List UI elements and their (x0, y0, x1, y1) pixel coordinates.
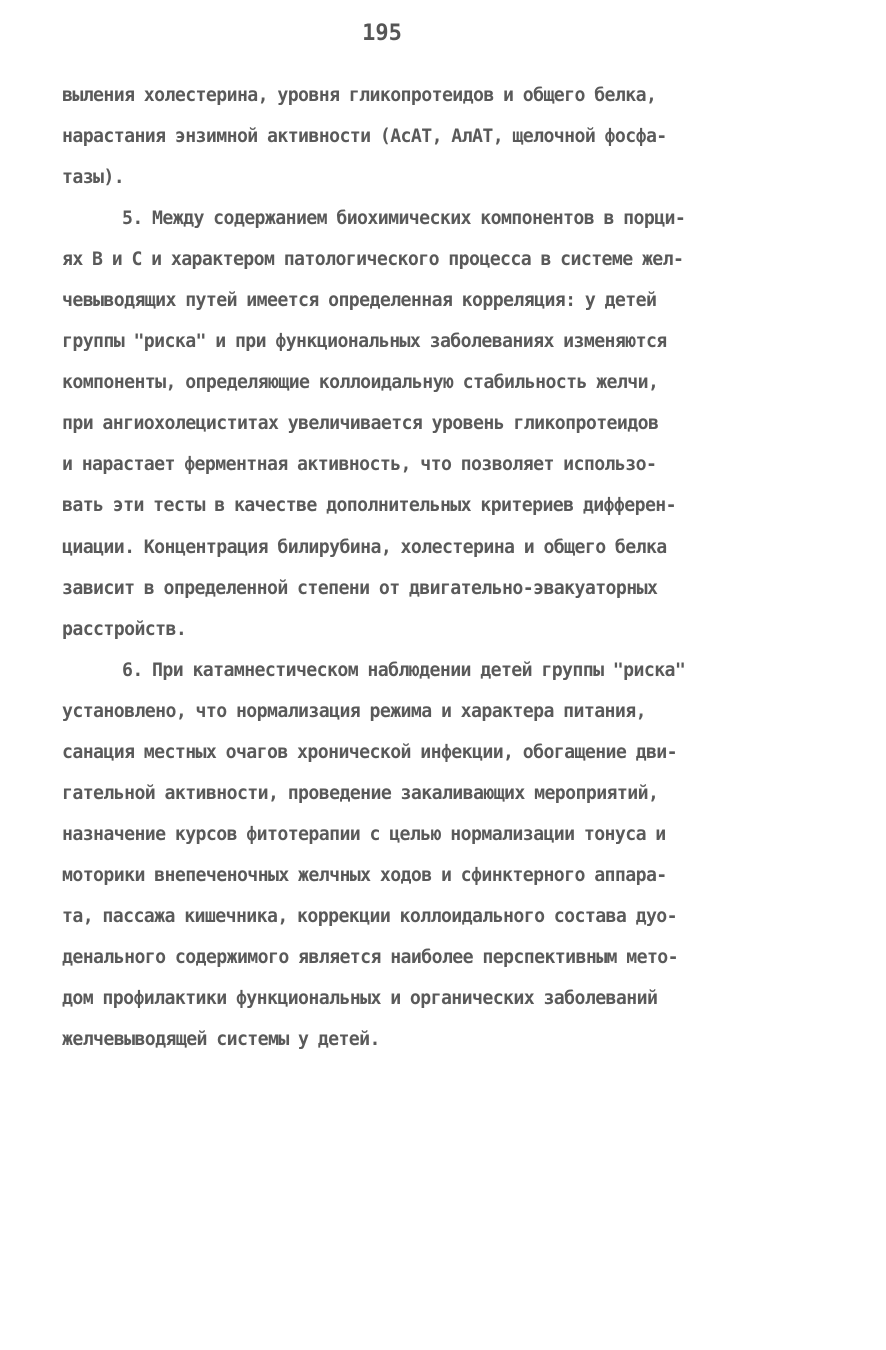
text-line: циации. Концентрация билирубина, холестерина и общего белка (62, 536, 667, 558)
text-line: компоненты, определяющие коллоидальную стабильность желчи, (62, 372, 659, 394)
text-line: тазы). (62, 167, 125, 189)
paragraph-conclusion-5 (62, 198, 822, 650)
text-line: 6. При катамнестическом наблюдении детей группы "риска" (122, 659, 686, 681)
text-line: дом профилактики функциональных и органических заболеваний (62, 988, 658, 1010)
text-line: 5. Между содержанием биохимических компонентов в порци- (122, 208, 686, 230)
paragraph-conclusion-6 (62, 650, 822, 1060)
text-line: моторики внепеченочных желчных ходов и сфинктерного аппара- (62, 864, 667, 886)
text-line: назначение курсов фитотерапии с целью нормализации тонуса и (62, 823, 666, 845)
text-line: выления холестерина, уровня гликопротеидов и общего белка, (62, 85, 657, 106)
text-line: установлено, что нормализация режима и характера питания, (62, 700, 646, 722)
text-line: при ангиохолециститах увеличивается уровень гликопротеидов (62, 413, 659, 435)
text-line: и нарастает ферментная активность, что позволяет использо- (62, 454, 657, 476)
text-line: зависит в определенной степени от двигательно-эвакуаторных (62, 577, 658, 599)
paragraph-continuation (62, 75, 822, 198)
text-line: денального содержимого является наиболее перспективным мето- (62, 946, 678, 968)
text-line: гательной активности, проведение закаливающих мероприятий, (62, 782, 659, 804)
text-line: группы "риска" и при функциональных заболеваниях изменяются (62, 331, 667, 353)
text-line: расстройств. (62, 618, 187, 640)
page-number: 195 (362, 21, 402, 46)
text-line: вать эти тесты в качестве дополнительных критериев дифферен- (62, 495, 676, 517)
text-line: та, пассажа кишечника, коррекции коллоидального состава дуо- (62, 905, 677, 927)
text-line: нарастания энзимной активности (АсАТ, АлАТ, щелочной фосфа- (62, 126, 667, 148)
text-line: чевыводящих путей имеется определенная корреляция: у детей (62, 290, 657, 312)
text-line: желчевыводящей системы у детей. (62, 1029, 380, 1051)
text-line: санация местных очагов хронической инфекции, обогащение дви- (62, 741, 677, 763)
text-line: ях В и С и характером патологического процесса в системе жел- (62, 249, 684, 271)
body-text (62, 75, 822, 1060)
